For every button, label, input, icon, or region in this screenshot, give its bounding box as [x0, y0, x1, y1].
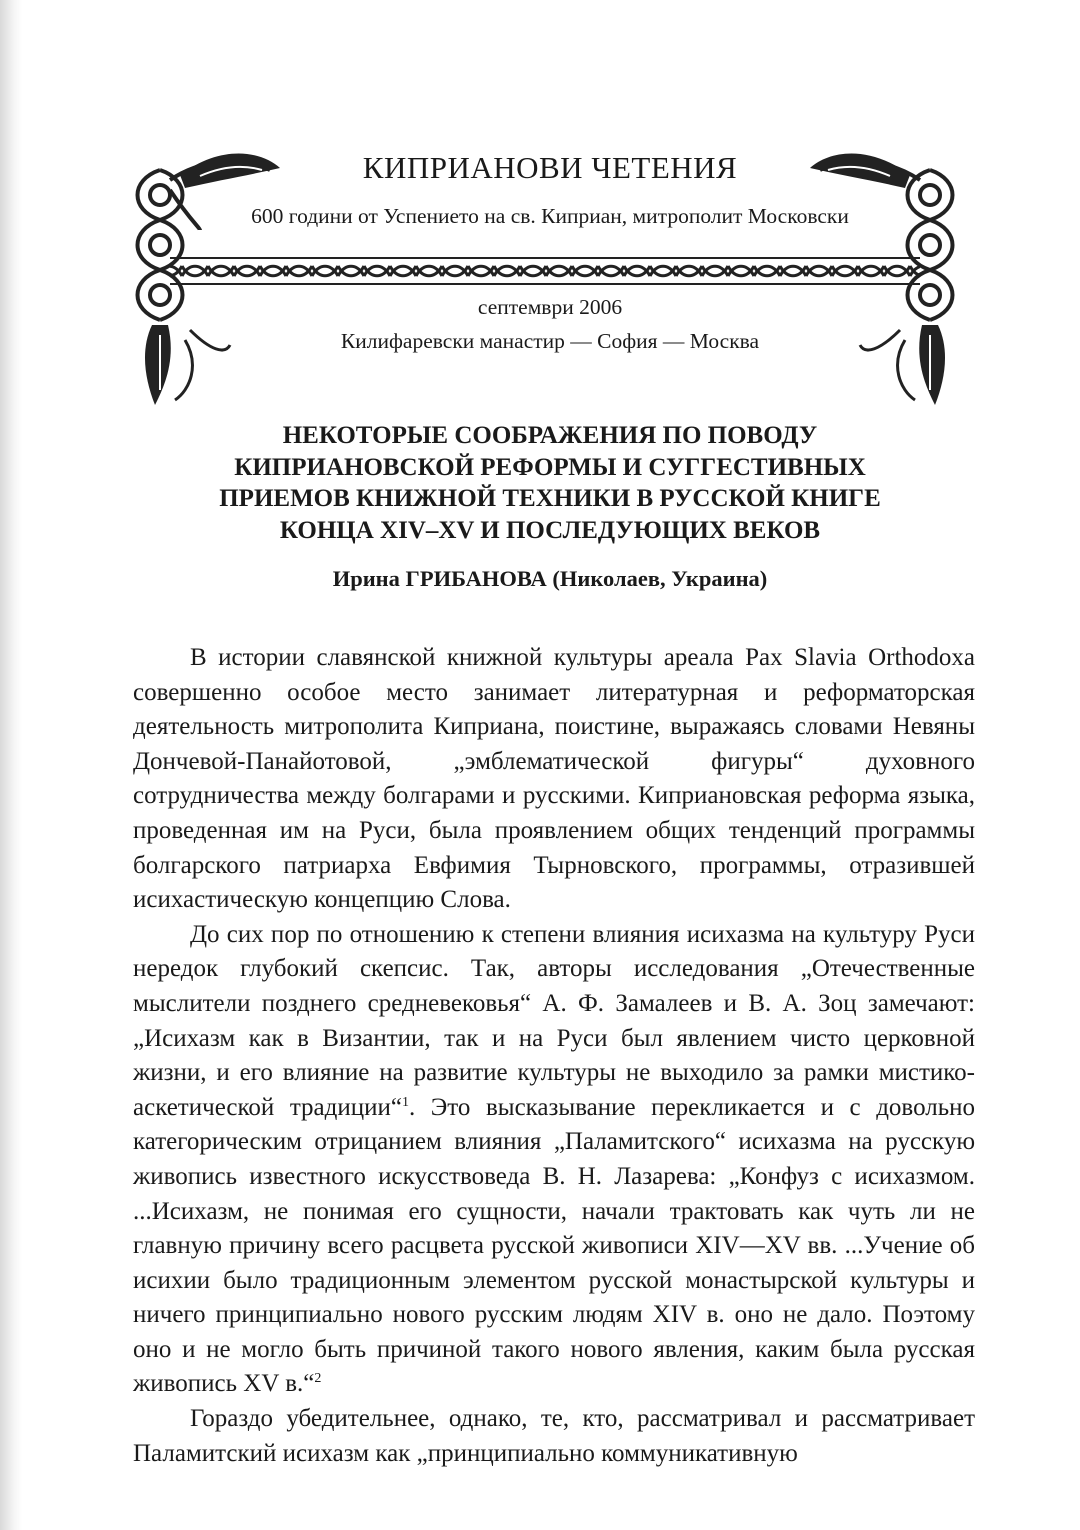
article-title-line: ПРИЕМОВ КНИЖНОЙ ТЕХНИКИ В РУССКОЙ КНИГЕ: [219, 485, 881, 512]
footnote-marker-1[interactable]: 1: [401, 1094, 409, 1110]
paragraph-1: В истории славянской книжной культуры ареала Pax Slavia Orthodoxa совершенно особое место занимает литературная и реформаторская деятельность митрополита Киприана, поистине, выражаясь словами Невяны Дончевой-Панайотовой, „эмблематической фигуры“ духовного сотрудничества между болгарами и русскими. Киприановская реформа языка, проведенная им на Руси, была проявлением общих тенденций программы болгарского патриарха Евфимия Тырновского, программы, отразившей исихастическую концепцию Слова.: [133, 644, 975, 914]
article-title-line: КОНЦА XIV–XV И ПОСЛЕДУЮЩИХ ВЕКОВ: [279, 516, 821, 544]
conference-date: септември 2006: [477, 295, 623, 319]
article-body: [133, 641, 975, 1471]
article-author: Ирина ГРИБАНОВА (Николаев, Украина): [332, 566, 768, 591]
conference-places: Килифаревски манастир — София — Москва: [340, 329, 760, 353]
footnote-marker-2[interactable]: 2: [314, 1371, 322, 1387]
conference-subtitle: 600 години от Успението на св. Киприан, митрополит Московски: [251, 204, 849, 228]
knotwork-frame-ornament-icon: [130, 150, 960, 410]
article-title-line: НЕКОТОРЫЕ СООБРАЖЕНИЯ ПО ПОВОДУ: [282, 422, 818, 449]
paragraph-2-part-a: До сих пор по отношению к степени влияния исихазма на культуру Руси нередок глубокий скепсис. Так, авторы исследования „Отечественные мыслители позднего средневековья“ А. Ф. Замалеев и В. А. Зоц замечают: „Исихазм как в Византии, так и на Руси был явлением чисто церковной жизни, и его влияние на развитие культуры не выходило за рамки мистико-аскетической традиции“: [133, 920, 975, 1121]
article-title-line: КИПРИАНОВСКОЙ РЕФОРМЫ И СУГГЕСТИВНЫХ: [234, 453, 866, 481]
paragraph-3: Гораздо убедительнее, однако, те, кто, рассматривал и рассматривает Паламитский исихазм как „принципиально коммуникативную: [133, 1405, 975, 1467]
conference-title: КИПРИАНОВИ ЧЕТЕНИЯ: [362, 150, 738, 185]
paragraph-2-part-b: . Это высказывание перекликается и с довольно категорическим отрицанием влияния „Паламитского“ исихазма на русскую живопись известного искусствоведа В. Н. Лазарева: „Конфуз с исихазмом. ...Исихазм, не понимая его сущности, начали трактовать как чуть ли не главную причину всего расцвета русской живописи XIV—XV вв. ...Учение об исихии было традиционным элементом русской монастырской культуры и ничего принципиально нового русским людям XIV в. оно не дало. Поэтому оно и не могло быть причиной такого нового явления, каким была русская живопись XV в.“: [133, 1093, 975, 1398]
paragraph-2: [133, 918, 975, 1402]
scan-page-edge: [0, 0, 22, 1530]
article-title: [140, 420, 960, 546]
